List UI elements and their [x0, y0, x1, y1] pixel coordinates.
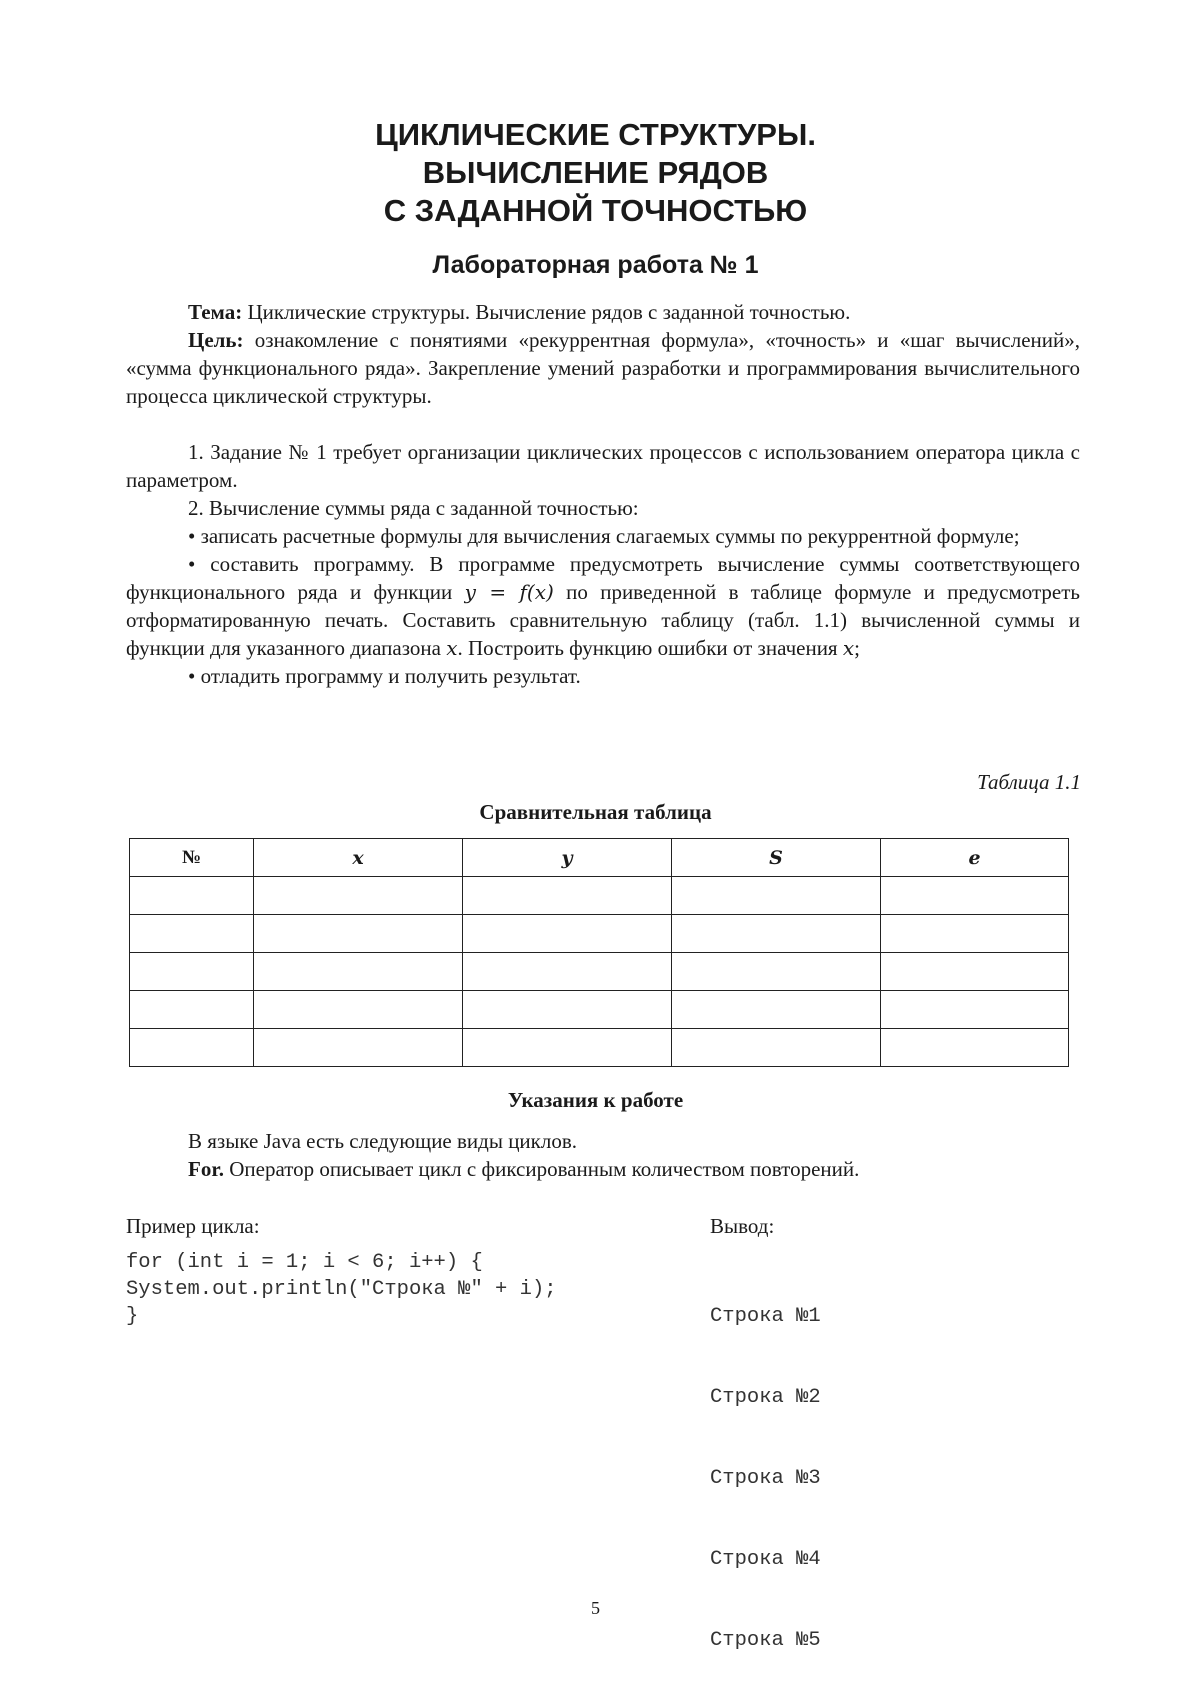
table-cell: [254, 915, 463, 953]
table-cell: [463, 877, 672, 915]
header-s: S: [672, 839, 881, 877]
header-y: y: [463, 839, 672, 877]
for-paragraph: [126, 1155, 1080, 1183]
intro-section: [126, 298, 1080, 690]
table-cell: [130, 991, 254, 1029]
table-cell: [254, 991, 463, 1029]
table-cell: [254, 1029, 463, 1067]
table-cell: [881, 1029, 1069, 1067]
table-cell: [672, 915, 881, 953]
task-1: 1. Задание № 1 требует организации циклических процессов с использованием оператора цикла с параметром.: [126, 440, 1080, 492]
table-cell: [463, 915, 672, 953]
table-cell: [254, 953, 463, 991]
bullet-2-text-2: по приведенной в таблице формуле и предусмотреть отформатированную печать. Составить сравнительную таблицу (табл. 1.1) вычисленной суммы и функции для указанного диапазона: [126, 580, 1080, 660]
table-cell: [881, 991, 1069, 1029]
bullet-1: • записать расчетные формулы для вычисления слагаемых суммы по рекуррентной формуле;: [188, 524, 1020, 548]
for-text: Оператор описывает цикл с фиксированным количеством повторений.: [223, 1157, 860, 1181]
table-cell: [130, 1029, 254, 1067]
output-label: Вывод:: [710, 1214, 775, 1238]
header-e: e: [881, 839, 1069, 877]
bullet-2-text-4: ;: [854, 636, 860, 660]
table-header-row: [130, 839, 1069, 877]
theme-paragraph: [126, 298, 1080, 326]
table-cell: [254, 877, 463, 915]
lab-title: Лабораторная работа № 1: [432, 251, 759, 279]
table-row: [130, 991, 1069, 1029]
table-cell: [672, 991, 881, 1029]
bullet-2-text-1: • составить программу. В программе предусмотреть вычисление суммы соответствующего функционального ряда и функции: [126, 552, 1080, 604]
chapter-title: [0, 116, 1191, 230]
table-row: [130, 915, 1069, 953]
goal-label: Цель:: [188, 328, 244, 352]
theme-label: Тема:: [188, 300, 243, 324]
task-2: 2. Вычисление суммы ряда с заданной точностью:: [188, 496, 639, 520]
example-label: Пример цикла:: [126, 1214, 260, 1238]
for-label: For.: [188, 1157, 224, 1181]
table-cell: [881, 915, 1069, 953]
variable-x: x: [446, 636, 458, 660]
chapter-title-line-2: ВЫЧИСЛЕНИЕ РЯДОВ: [422, 155, 769, 190]
comparison-table: [129, 838, 1069, 1067]
table-cell: [463, 953, 672, 991]
output-line: Строка №5: [710, 1629, 821, 1652]
bullet-3: • отладить программу и получить результат.: [188, 664, 581, 688]
formula-y-equals-f-x: y = f(x): [464, 580, 554, 604]
table-cell: [672, 953, 881, 991]
goal-paragraph: [126, 326, 1080, 410]
table-row: [130, 953, 1069, 991]
chapter-title-line-1: ЦИКЛИЧЕСКИЕ СТРУКТУРЫ.: [375, 117, 816, 152]
output-line: Строка №4: [710, 1548, 821, 1571]
table-row: [130, 1029, 1069, 1067]
instructions-line-1: В языке Java есть следующие виды циклов.: [188, 1129, 578, 1153]
page-number: 5: [591, 1598, 600, 1618]
instructions-title: Указания к работе: [507, 1088, 684, 1112]
theme-text: Циклические структуры. Вычисление рядов с заданной точностью.: [242, 300, 851, 324]
table-cell: [672, 1029, 881, 1067]
instructions-section: [126, 1127, 1080, 1183]
bullet-2: [126, 550, 1080, 662]
output-line: Строка №1: [710, 1305, 821, 1328]
header-x: x: [254, 839, 463, 877]
table-cell: [672, 877, 881, 915]
chapter-title-line-3: С ЗАДАННОЙ ТОЧНОСТЬЮ: [383, 193, 808, 228]
table-cell: [881, 953, 1069, 991]
table-cell: [130, 953, 254, 991]
table-caption-label: Таблица 1.1: [977, 770, 1081, 794]
header-number: №: [130, 839, 254, 877]
bullet-2-text-3: . Построить функцию ошибки от значения: [457, 636, 843, 660]
table-title: Сравнительная таблица: [479, 800, 712, 824]
table-cell: [130, 877, 254, 915]
variable-x: x: [842, 636, 855, 660]
table-row: [130, 877, 1069, 915]
example-code-block: for (int i = 1; i < 6; i++) { System.out.println("Строка №" + i); }: [126, 1251, 557, 1328]
output-line: Строка №2: [710, 1386, 821, 1409]
table-cell: [463, 1029, 672, 1067]
output-line: Строка №3: [710, 1467, 821, 1490]
table-cell: [130, 915, 254, 953]
table-cell: [881, 877, 1069, 915]
table-cell: [463, 991, 672, 1029]
goal-text: ознакомление с понятиями «рекуррентная формула», «точность» и «шаг вычислений», «сумма функционального ряда». Закрепление умений разработки и программирования вычислительного процесса циклической структуры.: [126, 328, 1080, 408]
